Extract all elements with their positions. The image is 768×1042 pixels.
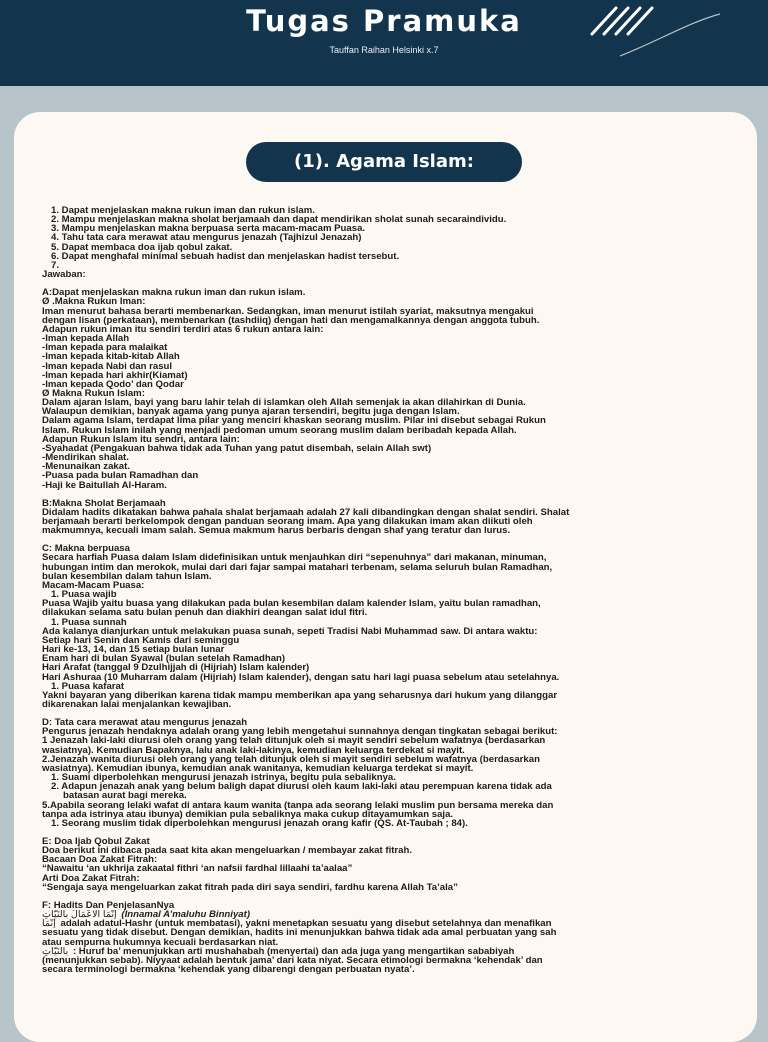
part-a-line: dengan lisan (perkataan), membenarkan (tashdiiq) dengan hati dan mengamalkannya dengan anggota tubuh. <box>42 315 540 325</box>
part-b-line: B:Makna Sholat Berjamaah <box>42 498 166 508</box>
part-e-line: Doa berikut ini dibaca pada saat kita akan mengeluarkan / membayar zakat fitrah. <box>42 846 413 856</box>
part-e-line: Arti Doa Zakat Fitrah: <box>42 873 140 883</box>
part-c-line: C: Makna berpuasa <box>42 544 130 554</box>
part-a-line: Islam. Rukun Islam inilah yang menjadi pedoman umum seorang muslim dalam beribadah kepada Allah. <box>42 425 517 435</box>
part-a-line: Iman menurut bahasa berarti membenarkan. Sedangkan, iman menurut istilah syariat, maksutnya mengakui <box>42 306 534 316</box>
part-c-line: Hari Ashuraa (10 Muharram dalam (Hijriah) Islam kalender), dengan satu hari lagi puasa sebelum atau setelahnya. <box>42 672 560 682</box>
part-a-line: -Iman kepada kitab-kitab Allah <box>42 352 180 362</box>
goal-item: 3. Mampu menjelaskan makna berpuasa serta macam-macam Puasa. <box>51 224 366 234</box>
part-e-line: E: Doa Ijab Qobul Zakat <box>42 837 150 847</box>
goal-item: 5. Dapat membaca doa ijab qobul zakat. <box>51 242 233 252</box>
part-f-line: secara terminologi bermakna ‘kehendak yang dibarengi dengan perbuatan nyata’. <box>42 965 415 975</box>
answer-label: Jawaban: <box>42 270 86 280</box>
goal-item: 1. Dapat menjelaskan makna rukun iman dan rukun islam. <box>51 206 315 216</box>
part-a-line: Adapun Rukun Islam itu sendri, antara lain: <box>42 434 240 444</box>
part-d-line: 1 Jenazah laki-laki diurusi oleh orang yang telah ditunjuk oleh si mayit sendiri sebelum wafatnya (berdasarkan <box>42 736 546 746</box>
part-a-line: -Menunaikan zakat. <box>42 462 130 472</box>
part-c-line: Puasa Wajib yaitu buasa yang dilakukan pada bulan kesembilan dalam kalender Islam, yaitu bulan ramadhan, <box>42 599 541 609</box>
part-c-line: Macam-Macam Puasa: <box>42 580 145 591</box>
part-a-line: Dalam ajaran Islam, bayi yang baru lahir telah di islamkan oleh Allah semenjak ia akan dilahirkan di Dunia. <box>42 398 526 408</box>
section-heading: (1). Agama Islam: <box>246 142 522 182</box>
header-banner <box>0 0 768 86</box>
part-a-line: -Iman kepada Allah <box>42 334 130 344</box>
part-a-line: -Iman kepada hari akhir(Kiamat) <box>42 370 188 380</box>
part-d-line: wasiatnya). Kemudian Bapaknya, lalu anak laki-lakinya, kemudian keluarga terdekat si mayit. <box>42 745 465 755</box>
goal-item: 2. Mampu menjelaskan makna sholat berjamaah dan dapat mendirikan sholat sunah secaraindividu. <box>51 215 507 225</box>
part-c-line: 1. Puasa kafarat <box>51 681 125 691</box>
part-f-line: (menunjukkan sebab). Niyyaat adalah bentuk jama’ dari kata niyat. Secara etimologi bermakna ‘kehendak’ dan <box>42 955 543 966</box>
part-c-line: bulan kesembilan dalam tahun Islam. <box>42 571 212 581</box>
part-d-line: wasiatnya). Kemudian ibunya, kemudian anak wanitanya, kemudian keluarga terdekat si mayit. <box>42 763 474 774</box>
part-a-line: -Iman kepada para malaikat <box>42 343 168 353</box>
part-d-line: 2.Jenazah wanita diurusi oleh orang yang telah ditunjuk oleh si mayit sendiri sebelum wafatnya (berdasarkan <box>42 754 540 764</box>
part-d-line: 1. Suami diperbolehkan mengurusi jenazah istrinya, begitu pula sebaliknya. <box>51 773 396 783</box>
part-b-line: Didalam hadits dikatakan bahwa pahala shalat berjamaah adalah 27 kali dibandingkan dengan shalat sendiri. Shalat <box>42 507 570 517</box>
arabic-text: إنَّمَا <box>42 919 56 929</box>
part-f-line: atau sempurna hukumnya kecuali berdasarkan niat. <box>42 937 279 947</box>
part-e-line: “Sengaja saya mengeluarkan zakat fitrah pada diri saya sendiri, fardhu karena Allah Ta’ala” <box>42 882 458 892</box>
part-d-line: Pengurus jenazah hendaknya adalah orang yang lebih mengetahui sunnahnya dengan tingkatan sebagai berikut: <box>42 727 558 737</box>
document-body <box>42 206 722 974</box>
author-name: Tauffan Raihan Helsinki x.7 <box>329 45 439 55</box>
part-a-line: -Mendirikan shalat. <box>42 453 129 463</box>
part-c-line: dikarenakan lalai menjalankan kewajiban. <box>42 699 232 710</box>
part-a-line: Ø .Makna Rukun Iman: <box>42 297 146 307</box>
hadith-transliteration: (Innamal A’maluhu Binniyat) <box>121 910 251 920</box>
decorative-lines-icon <box>560 0 760 60</box>
part-f-line <box>42 910 722 919</box>
part-a-line: -Iman kepada Qodo’ dan Qodar <box>42 379 184 389</box>
part-a-line: Dalam agama Islam, terdapat lima pilar yang mencirí khaskan seorang muslim. Pilar ini disebut sebagai Rukun <box>42 416 546 426</box>
part-f-line: sesuatu yang tidak disebut. Dengan demikian, hadits ini menunjukkan bahwa tidak ada amal perbuatan yang sah <box>42 928 557 938</box>
part-a-line: -Puasa pada bulan Ramadhan dan <box>42 471 199 481</box>
goal-item: 4. Tahu tata cara merawat atau mengurus jenazah (Tajhizul Jenazah) <box>51 233 362 243</box>
part-f-line: إنَّمَا adalah adatul-Hashr (untuk membatasi), yakni menetapkan sesuatu yang disebut setelahnya dan menafikan <box>42 919 552 929</box>
arabic-text: إنَّمَا الأعْمَالُ بِالنِّيَّاتِ <box>42 910 117 920</box>
part-a-line: -Syahadat (Pengakuan bahwa tidak ada Tuhan yang patut disembah, selain Allah swt) <box>42 443 432 454</box>
part-c-line: 1. Puasa sunnah <box>51 617 127 627</box>
arabic-text: بِالنِّيَّاتِ <box>42 946 69 956</box>
part-c-line: Enam hari di bulan Syawal (bulan setelah Ramadhan) <box>42 654 286 664</box>
part-c-line: Secara harfiah Puasa dalam Islam didefinisikan untuk menjauhkan diri “sepenuhnya” dari makanan, minuman, <box>42 553 547 563</box>
part-c-line: Yakni bayaran yang diberikan karena tidak mampu memberikan apa yang seharusnya dari hukum yang dilanggar <box>42 690 558 700</box>
part-a-line: -Haji ke Baitullah Al-Haram. <box>42 480 167 490</box>
part-e-line: Bacaan Doa Zakat Fitrah: <box>42 855 158 865</box>
part-a-line: Adapun rukun iman itu sendiri terdiri atas 6 rukun antara lain: <box>42 324 324 335</box>
goal-item: 6. Dapat menghafal minimal sebuah hadist dan menjelaskan hadist tersebut. <box>51 251 400 261</box>
part-d-line: 5.Apabila seorang lelaki wafat di antara kaum wanita (tanpa ada seorang lelaki muslim pun bersama mereka dan <box>42 800 554 810</box>
part-b-line: berjamaah berarti berkelompok dengan panduan seorang imam. Apa yang dilakukan imam akan diikuti oleh <box>42 517 533 527</box>
part-d-line: D: Tata cara merawat atau mengurus jenazah <box>42 718 248 728</box>
part-b-line: makmumnya, kecuali imam salah. Semua makmum harus berbaris dengan shaf yang teratur dan lurus. <box>42 526 511 536</box>
part-a-line: Walaupun demikian, banyak agama yang punya ajaran tersendiri, begitu juga dengan Islam. <box>42 407 460 417</box>
part-c-line: Setiap hari Senin dan Kamis dari seminggu <box>42 635 240 646</box>
part-d-line: batasan aurat bagi mereka. <box>63 791 187 801</box>
part-f-line: بِالنِّيَّاتِ : Huruf ba’ menunjukkan arti mushahabah (menyertai) dan ada juga yang mengartikan sababiyah <box>42 946 515 956</box>
goal-item: 7. <box>51 260 60 271</box>
part-a-line: A:Dapat menjelaskan makna rukun iman dan rukun islam. <box>42 288 306 298</box>
part-d-line: 2. Adapun jenazah anak yang belum baligh dapat diurusi oleh kaum laki-laki atau perempuan karena tidak ada <box>51 782 552 792</box>
part-c-line: 1. Puasa wajib <box>51 590 117 600</box>
part-a-line: Ø Makna Rukun Islam: <box>42 388 145 399</box>
part-c-line: dilakukan selama satu bulan penuh dan diakhiri deangan salat idul fitri. <box>42 608 368 618</box>
part-c-line: Hari Arafat (tanggal 9 Dzulhijjah di (Hijriah) Islam kalender) <box>42 663 310 673</box>
part-c-line: Hari ke-13, 14, dan 15 setiap bulan lunar <box>42 645 225 655</box>
part-a-line: -Iman kepada Nabi dan rasul <box>42 361 173 371</box>
part-d-line: tanpa ada istrinya atau ibunya) demikian pula sebaliknya maka cukup ditayamumkan saja. <box>42 809 454 819</box>
page-title: Tugas Pramuka <box>246 4 522 38</box>
part-c-line: Ada kalanya dianjurkan untuk melakukan puasa sunah, sepeti Tradisi Nabi Muhammad saw. Di antara waktu: <box>42 626 538 636</box>
part-f-heading: F: Hadits Dan PenjelasanNya <box>42 900 175 911</box>
part-d-line: 1. Seorang muslim tidak diperbolehkan mengurusi jenazah orang kafir (QS. At-Taubah ; 84). <box>51 818 468 828</box>
part-c-line: hubungan intim dan merokok, mulai dari dari fajar sampai matahari terbenam, selama seluruh bulan Ramadhan, <box>42 562 553 572</box>
part-e-line: “Nawaitu ‘an ukhrija zakaatal fithri ‘an nafsii fardhal lillaahi ta’aalaa” <box>42 864 353 874</box>
